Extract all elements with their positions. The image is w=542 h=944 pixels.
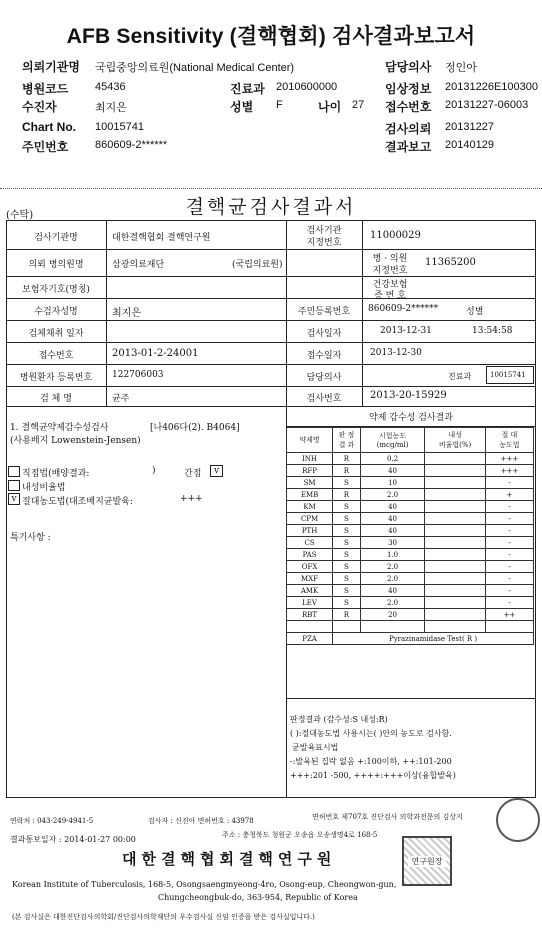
drug-cell-conc: 20 xyxy=(360,609,425,621)
legend-line-5: +++:201 -500, ++++:+++이상(융합발육) xyxy=(290,771,456,780)
drug-row xyxy=(287,597,534,609)
drug-cell-judge: S xyxy=(333,477,361,489)
doctor-label: 담당의사 xyxy=(385,60,432,74)
sex-value: F xyxy=(276,99,283,111)
drug-cell-abs: +++ xyxy=(485,453,533,465)
direct-label: 직접법(배양결과: xyxy=(22,469,90,479)
drug-cell-drug: PTH xyxy=(287,525,333,537)
drug-row xyxy=(287,561,534,573)
address-text: 주소 : 충청북도 청원군 오송읍 오송생명4로 168-5 xyxy=(222,831,378,839)
drug-cell-conc: 30 xyxy=(360,537,425,549)
examiner-text: 검사자 : 신진아 면허번호 : 43978 xyxy=(148,817,254,825)
drug-cell-drug: LEV xyxy=(287,597,333,609)
medium-text: (사용배지 Lowenstein-Jensen) xyxy=(10,436,141,446)
resist-ratio-checkbox[interactable] xyxy=(8,480,20,491)
header-ratio: 내성 비율법(%) xyxy=(425,428,485,453)
drug-cell-conc: 40 xyxy=(360,525,425,537)
report-date-value: 20140129 xyxy=(445,139,494,151)
drug-spacer-row xyxy=(287,621,534,633)
drug-cell-conc: 10 xyxy=(360,477,425,489)
drug-cell-abs: - xyxy=(485,573,533,585)
drug-cell-drug: PAS xyxy=(287,549,333,561)
drug-cell-drug: AMK xyxy=(287,585,333,597)
header-drug: 약제명 xyxy=(287,428,333,453)
drug-cell-ratio xyxy=(425,537,485,549)
indirect-label: 간접 xyxy=(184,469,202,479)
test-no-label: 검사번호 xyxy=(306,394,342,404)
drug-row xyxy=(287,513,534,525)
drug-cell-judge: R xyxy=(333,609,361,621)
hospital-note: (국립의료원) xyxy=(232,260,283,270)
collect-label: 검체채취 일자 xyxy=(28,329,84,339)
drug-cell-conc: 2.0 xyxy=(360,597,425,609)
header-judge: 판 정 결 과 xyxy=(333,428,361,453)
request-org-label: 의뢰기관명 xyxy=(22,60,80,74)
report-date-label: 결과보고 xyxy=(385,140,432,154)
drug-cell-abs: - xyxy=(485,477,533,489)
drug-spacer-cell xyxy=(425,621,485,633)
hospital-label: 의뢰 병의원명 xyxy=(28,260,84,270)
drug-table-header xyxy=(287,428,534,453)
direct-checkbox[interactable] xyxy=(8,466,20,477)
drug-cell-judge: S xyxy=(333,561,361,573)
drug-cell-conc: 40 xyxy=(360,501,425,513)
drug-cell-ratio xyxy=(425,525,485,537)
drug-cell-abs: + xyxy=(485,489,533,501)
receipt-no-label: 접수번호 xyxy=(385,100,432,114)
designated-value: 11000029 xyxy=(370,230,421,241)
hosp-no-label-1: 병 · 의원 xyxy=(372,254,408,264)
patient-label: 수검자성명 xyxy=(34,307,78,317)
receipt-no-value: 20131227-06003 xyxy=(445,99,529,111)
drug-cell-judge: S xyxy=(333,573,361,585)
designated-label-1: 검사기관 xyxy=(306,226,342,236)
drug-cell-ratio xyxy=(425,501,485,513)
drug-cell-judge: S xyxy=(333,525,361,537)
drug-cell-conc: 0.2 xyxy=(360,453,425,465)
drug-cell-judge: R xyxy=(333,453,361,465)
drug-cell-ratio xyxy=(425,489,485,501)
abs-conc-result: +++ xyxy=(180,494,203,504)
drug-cell-conc: 1.0 xyxy=(360,549,425,561)
drug-cell-conc: 40 xyxy=(360,465,425,477)
drug-row xyxy=(287,489,534,501)
drug-row xyxy=(287,585,534,597)
seal-stamp xyxy=(496,798,540,842)
abs-conc-label: 절대농도법(대조배지균발육: xyxy=(22,497,133,507)
sex-label: 성별 xyxy=(230,100,254,114)
doctor-label: 담당의사 xyxy=(306,373,342,383)
test-time-value: 13:54:58 xyxy=(472,326,513,336)
drug-cell-conc: 40 xyxy=(360,585,425,597)
insurance-label: 보험자기호(명칭) xyxy=(22,285,90,295)
drug-table-title: 약제 감수성 검사결과 xyxy=(369,413,453,423)
pza-value: Pyrazinamidase Test( R ) xyxy=(333,633,534,645)
test-request-label: 검사의뢰 xyxy=(385,122,432,136)
drug-spacer-cell xyxy=(333,621,361,633)
drug-cell-judge: S xyxy=(333,549,361,561)
drug-row xyxy=(287,453,534,465)
drug-cell-drug: CPM xyxy=(287,513,333,525)
drug-cell-abs: - xyxy=(485,549,533,561)
notes-label: 특기사항 : xyxy=(10,533,51,543)
header-abs: 절 대 농도법 xyxy=(485,428,533,453)
receipt-date-value: 2013-12-30 xyxy=(370,348,422,358)
dept-value: 2010600000 xyxy=(276,81,338,93)
drug-row xyxy=(287,477,534,489)
legend-line-2: ( ):절대농도법 사용시는( )안의 농도로 검사함. xyxy=(290,729,452,738)
clinical-info-label: 임상정보 xyxy=(385,82,432,96)
drug-cell-judge: S xyxy=(333,501,361,513)
drug-cell-ratio xyxy=(425,549,485,561)
license-text: 면허번호 제707호 진단검사 의학과전문의 김상지 xyxy=(312,813,463,821)
drug-cell-drug: RFP xyxy=(287,465,333,477)
hospital-code-value: 45436 xyxy=(95,81,126,93)
drug-cell-drug: MXF xyxy=(287,573,333,585)
drug-row xyxy=(287,465,534,477)
indirect-checkbox[interactable]: v xyxy=(210,465,223,477)
chart-no-value: 10015741 xyxy=(95,121,144,133)
resist-ratio-label: 내성비율법 xyxy=(22,483,66,493)
drug-cell-judge: S xyxy=(333,597,361,609)
sex-label: 성별 xyxy=(466,307,484,317)
lab-org-label: 검사기관명 xyxy=(34,233,78,243)
drug-cell-drug: OFX xyxy=(287,561,333,573)
drug-cell-ratio xyxy=(425,477,485,489)
patient-name-label: 수진자 xyxy=(22,100,57,114)
drug-row xyxy=(287,525,534,537)
drug-spacer-cell xyxy=(360,621,425,633)
patient-value: 최지은 xyxy=(112,308,141,319)
insurance-cert-2: 증 번 호 xyxy=(374,291,406,301)
header-conc: 시험농도 (mcg/ml) xyxy=(360,428,425,453)
drug-cell-abs: - xyxy=(485,537,533,549)
drug-cell-ratio xyxy=(425,561,485,573)
legend-line-1: 판정결과 (감수성:S 내성:R) xyxy=(290,715,388,724)
test-request-value: 20131227 xyxy=(445,121,494,133)
test-date-value: 2013-12-31 xyxy=(380,326,432,336)
designated-label-2: 지정번호 xyxy=(306,238,342,248)
drug-cell-judge: S xyxy=(333,537,361,549)
drug-cell-ratio xyxy=(425,609,485,621)
method-text: 1. 결핵균약제감수성검사 xyxy=(10,423,109,433)
org-en-line-1: Korean Institute of Tuberculosis, 168-5, Osongsaengmyeong-4ro, Osong-eup, Cheongwon-gun, xyxy=(12,880,397,889)
drug-cell-drug: SM xyxy=(287,477,333,489)
drug-row xyxy=(287,501,534,513)
method-code: [나406다(2). B4064] xyxy=(150,423,240,433)
drug-cell-abs: - xyxy=(485,513,533,525)
form-tag: (수탁) xyxy=(6,210,34,221)
lab-org-value: 대한결핵협회 결핵연구원 xyxy=(112,233,211,243)
drug-sensitivity-table xyxy=(286,427,534,645)
dept-value: 10015741 xyxy=(490,371,526,379)
drug-cell-abs: - xyxy=(485,597,533,609)
drug-row xyxy=(287,573,534,585)
drug-cell-judge: R xyxy=(333,489,361,501)
drug-cell-ratio xyxy=(425,573,485,585)
report-date-text: 결과통보일자 : 2014-01-27 00:00 xyxy=(10,835,136,844)
drug-cell-ratio xyxy=(425,453,485,465)
drug-row xyxy=(287,549,534,561)
drug-spacer-cell xyxy=(287,621,333,633)
drug-row xyxy=(287,609,534,621)
legend-line-3: 균발육표시법 xyxy=(292,743,339,752)
abs-conc-checkbox[interactable]: v xyxy=(8,493,20,505)
request-org-value: 국립중앙의료원(National Medical Center) xyxy=(95,62,295,74)
drug-cell-abs: - xyxy=(485,501,533,513)
resident-no-label: 주민번호 xyxy=(22,140,69,154)
clinical-info-value: 20131226E100300 xyxy=(445,81,538,93)
drug-cell-ratio xyxy=(425,585,485,597)
drug-cell-drug: CS xyxy=(287,537,333,549)
rrn-value: 860609-2****** xyxy=(368,304,439,314)
drug-row xyxy=(287,537,534,549)
drug-cell-ratio xyxy=(425,597,485,609)
patient-name-value: 최지은 xyxy=(95,102,127,114)
patient-reg-label: 병원환자 등록번호 xyxy=(19,373,93,383)
drug-cell-drug: INH xyxy=(287,453,333,465)
drug-cell-ratio xyxy=(425,513,485,525)
insurance-cert-1: 건강보험 xyxy=(372,280,408,290)
drug-cell-judge: R xyxy=(333,465,361,477)
dept-label: 진료과 xyxy=(230,82,265,96)
org-en-line-2: Chungcheongbuk-do, 363-954, Republic of Korea xyxy=(158,893,358,902)
drug-cell-conc: 2.0 xyxy=(360,561,425,573)
report-title: AFB Sensitivity (결핵협회) 검사결과보고서 xyxy=(66,25,476,48)
drug-cell-judge: S xyxy=(333,513,361,525)
test-date-label: 검사일자 xyxy=(306,329,342,339)
resident-no-value: 860609-2****** xyxy=(95,139,168,151)
receipt-date-label: 접수일자 xyxy=(306,351,342,361)
cert-text: (본 검사실은 대한진단검사의학회/진단검사의학재단의 우수검사실 신임 인증을 받은 검사실입니다.) xyxy=(12,913,315,921)
drug-cell-abs: - xyxy=(485,585,533,597)
official-stamp: 연구원장 xyxy=(402,836,452,886)
direct-close: ) xyxy=(152,466,156,476)
hospital-code-label: 병원코드 xyxy=(22,82,69,96)
patient-reg-value: 122706003 xyxy=(112,370,164,380)
dept-label: 진료과 xyxy=(448,372,472,381)
specimen-label: 검 체 명 xyxy=(40,394,72,404)
drug-cell-abs: - xyxy=(485,525,533,537)
drug-cell-drug: RBT xyxy=(287,609,333,621)
pza-row xyxy=(287,633,534,645)
pza-label: PZA xyxy=(287,633,333,645)
doctor-value: 정인아 xyxy=(445,62,477,74)
drug-cell-conc: 2.0 xyxy=(360,489,425,501)
test-no-value: 2013-20-15929 xyxy=(370,390,447,401)
legend-line-4: -:발육된 집락 없음 +:100이하, ++:101-200 xyxy=(290,757,452,766)
drug-cell-ratio xyxy=(425,465,485,477)
drug-cell-conc: 40 xyxy=(360,513,425,525)
age-label: 나이 xyxy=(318,100,342,114)
receipt-value: 2013-01-2-24001 xyxy=(112,348,199,359)
drug-cell-judge: S xyxy=(333,585,361,597)
form-title: 결핵균검사결과서 xyxy=(185,196,357,218)
org-name: 대한결핵협회결핵연구원 xyxy=(122,850,337,868)
age-value: 27 xyxy=(352,99,365,111)
chart-no-label: Chart No. xyxy=(22,120,76,134)
drug-cell-drug: EMB xyxy=(287,489,333,501)
hospital-value: 삼광의료재단 xyxy=(112,260,165,270)
drug-cell-abs: +++ xyxy=(485,465,533,477)
specimen-value: 균주 xyxy=(112,394,130,404)
receipt-label: 접수번호 xyxy=(38,351,74,361)
drug-cell-drug: KM xyxy=(287,501,333,513)
drug-cell-abs: ++ xyxy=(485,609,533,621)
hosp-no-label-2: 지정번호 xyxy=(372,266,408,276)
contact-text: 연락처 : 043-249-4941-5 xyxy=(10,817,94,825)
drug-cell-conc: 2.0 xyxy=(360,573,425,585)
rrn-label: 주민등록번호 xyxy=(297,307,351,317)
drug-spacer-cell xyxy=(485,621,533,633)
drug-cell-abs: - xyxy=(485,561,533,573)
hosp-no-value: 11365200 xyxy=(425,257,476,268)
